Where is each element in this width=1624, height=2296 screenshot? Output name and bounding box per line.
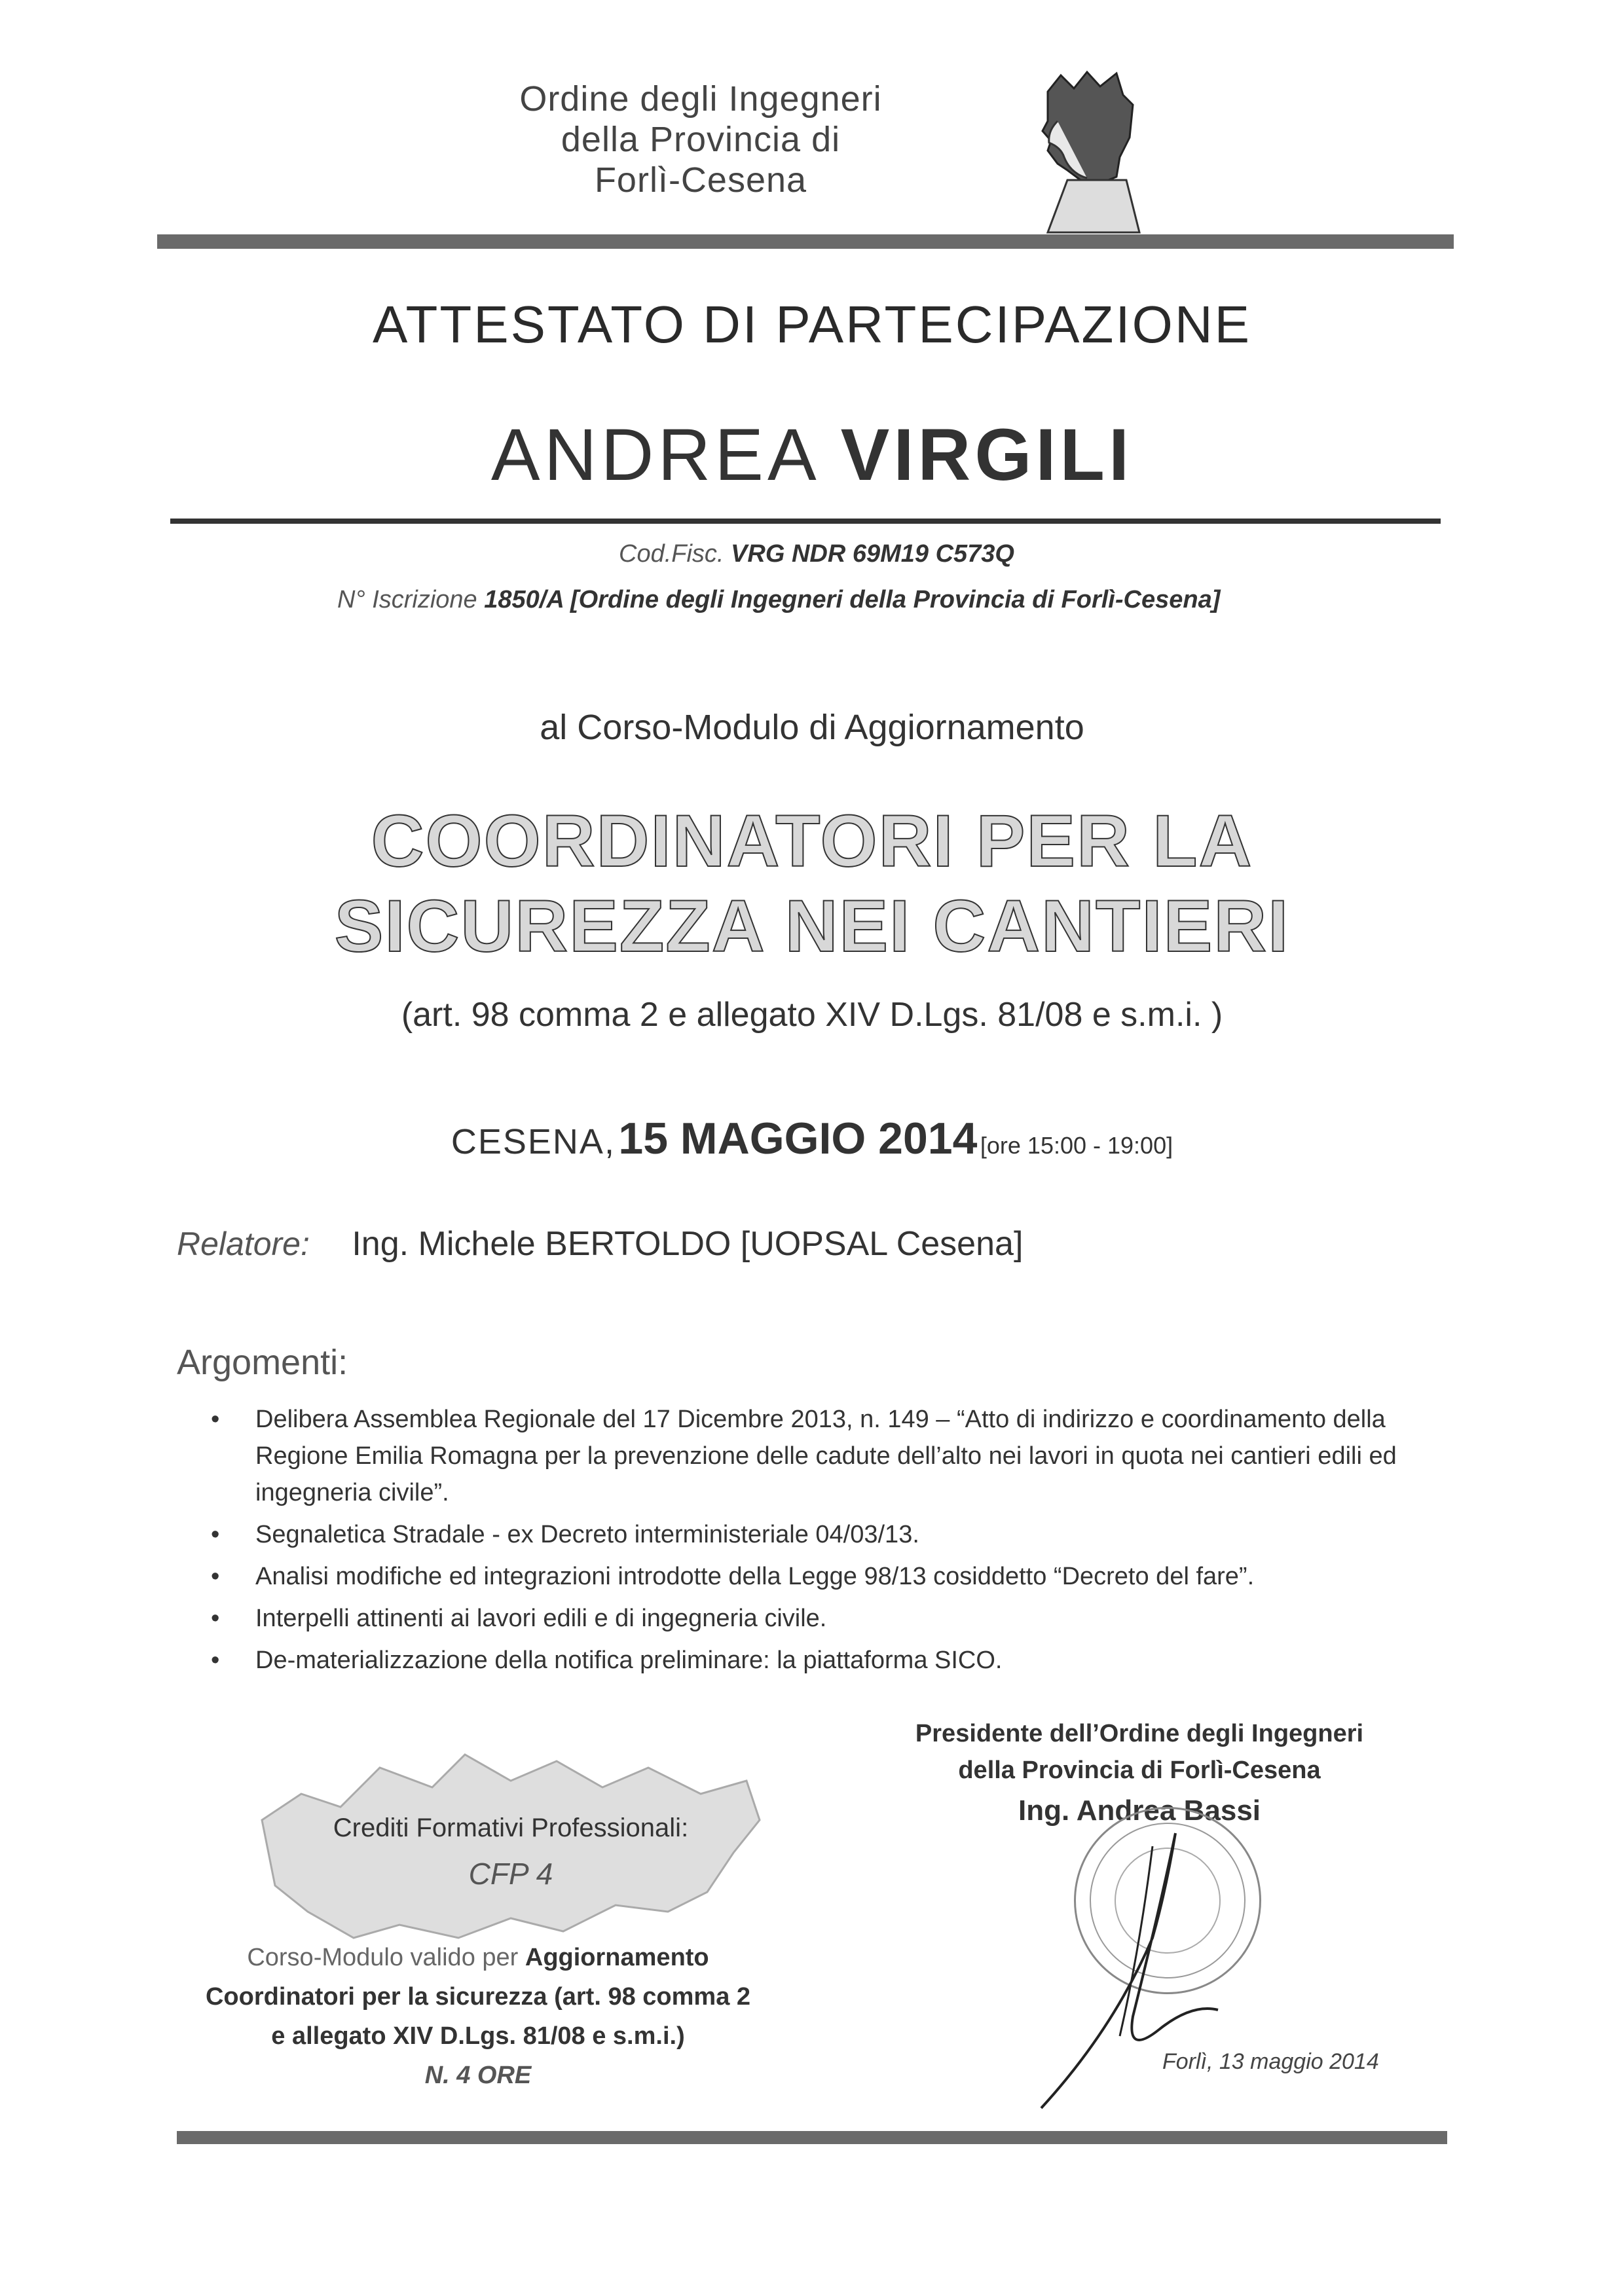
course-hours: [ore 15:00 - 19:00] bbox=[980, 1132, 1173, 1159]
iscrizione-value: 1850/A [Ordine degli Ingegneri della Provincia di Forlì-Cesena] bbox=[484, 586, 1221, 613]
signature-place-date: Forlì, 13 maggio 2014 bbox=[1162, 2049, 1379, 2074]
dante-portrait-icon bbox=[1002, 65, 1159, 236]
list-item: • Segnaletica Stradale - ex Decreto interministeriale 04/03/13. bbox=[183, 1516, 1447, 1553]
course-date: 15 MAGGIO 2014 bbox=[618, 1114, 978, 1163]
course-intro: al Corso-Modulo di Aggiornamento bbox=[540, 708, 1084, 747]
credits-hours: N. 4 ORE bbox=[424, 2062, 532, 2089]
codfisc-row bbox=[619, 540, 1014, 568]
participant-last-name: VIRGILI bbox=[840, 414, 1134, 496]
signature-name: Ing. Andrea Bassi bbox=[1018, 1795, 1261, 1827]
list-item: • Interpelli attinenti ai lavori edili e di ingegneria civile. bbox=[183, 1600, 1447, 1637]
relatore-label: Relatore: bbox=[177, 1226, 310, 1262]
credits-valid-prefix: Corso-Modulo valido per bbox=[247, 1944, 519, 1971]
course-title-line-1: COORDINATORI PER LA bbox=[371, 800, 1253, 882]
argomenti-heading: Argomenti: bbox=[177, 1343, 348, 1382]
participant-name bbox=[157, 412, 1467, 497]
credits-valid-line-3: e allegato XIV D.Lgs. 81/08 e s.m.i.) bbox=[271, 2022, 685, 2050]
credits-value: CFP 4 bbox=[468, 1857, 553, 1891]
org-line-3: Forlì-Cesena bbox=[594, 160, 807, 200]
certificate-title: ATTESTATO DI PARTECIPAZIONE bbox=[373, 295, 1251, 354]
org-name bbox=[406, 79, 995, 200]
org-line-1: Ordine degli Ingegneri bbox=[519, 79, 882, 118]
list-item: • De-materializzazione della notifica preliminare: la piattaforma SICO. bbox=[183, 1642, 1447, 1679]
course-reference: (art. 98 comma 2 e allegato XIV D.Lgs. 81/08 e s.m.i. ) bbox=[401, 996, 1223, 1034]
course-place: CESENA, bbox=[451, 1122, 616, 1161]
codfisc-label: Cod.Fisc. bbox=[619, 540, 724, 568]
credits-valid-line-2: Coordinatori per la sicurezza (art. 98 comma 2 bbox=[205, 1983, 751, 2011]
codfisc-value: VRG NDR 69M19 C573Q bbox=[731, 540, 1014, 568]
org-line-2: della Provincia di bbox=[561, 120, 841, 159]
signature-title-1: Presidente dell’Ordine degli Ingegneri bbox=[915, 1720, 1364, 1747]
credits-valid-bold: Aggiornamento bbox=[525, 1944, 709, 1971]
name-underline bbox=[170, 519, 1441, 524]
argomenti-list bbox=[183, 1401, 1447, 1684]
course-date-row bbox=[157, 1113, 1467, 1164]
relatore-row bbox=[177, 1224, 1023, 1264]
course-title bbox=[157, 799, 1467, 969]
course-title-line-2: SICUREZZA NEI CANTIERI bbox=[334, 885, 1290, 967]
credits-map-background bbox=[249, 1741, 773, 1951]
list-item: • Analisi modifiche ed integrazioni introdotte della Legge 98/13 cosiddetto “Decreto del fare”. bbox=[183, 1558, 1447, 1595]
credits-validity bbox=[151, 1938, 805, 2095]
iscrizione-label: N° Iscrizione bbox=[337, 586, 477, 613]
header-divider bbox=[157, 234, 1454, 249]
signature-title-2: della Provincia di Forlì-Cesena bbox=[958, 1757, 1321, 1784]
participant-first-name: ANDREA bbox=[490, 414, 817, 496]
relatore-value: Ing. Michele BERTOLDO [UOPSAL Cesena] bbox=[352, 1225, 1024, 1263]
list-item: • Delibera Assemblea Regionale del 17 Dicembre 2013, n. 149 – “Atto di indirizzo e coordinamento della Regione Emilia Romagna per la prevenzione delle cadute dell’alto nei lavori in quota nei cantieri edili ed ingegneria civile”. bbox=[183, 1401, 1447, 1511]
iscrizione-row bbox=[337, 586, 1220, 614]
handwritten-signature bbox=[1035, 1820, 1283, 2121]
credits-label: Crediti Formativi Professionali: bbox=[333, 1813, 689, 1842]
footer-divider bbox=[177, 2131, 1447, 2144]
